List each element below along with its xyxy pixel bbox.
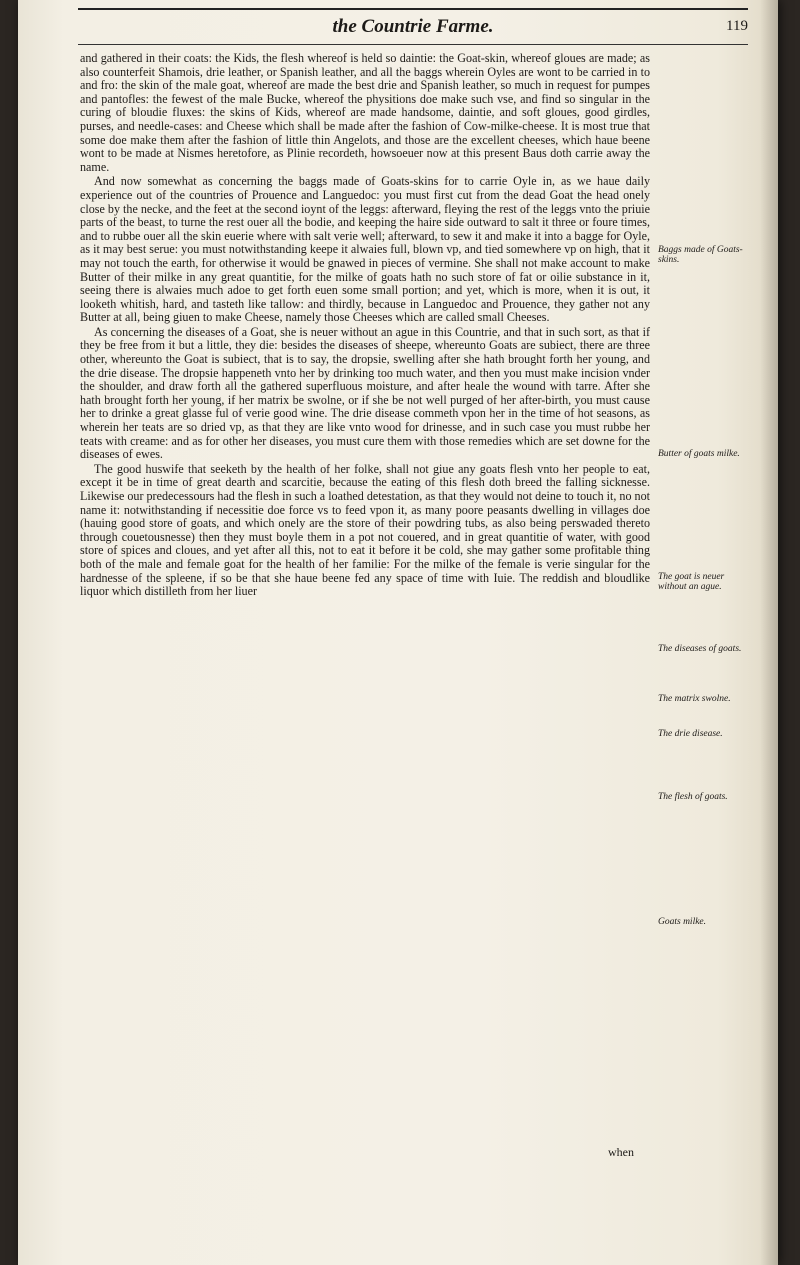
paragraph-4: The good huswife that seeketh by the health of her folke, shall not giue any goats flesh vnto her people to eat, except it be in time of great dearth and scarcitie, because the eating of this flesh doth breed the falling sicknesse. Likewise our predecessours had the flesh in such a loathed detestation, as that they would not deine to touch it, no not name it: notwithstanding if necessitie doe force vs to feed vpon it, as many poore peasants dwelling in villages doe (hauing good store of goats, and which onely are the store of their powdring tubs, as also being perswaded thereto through couetousnesse) then they must boyle them in a pot not couered, and in great quantitie of water, with good store of spices and cloues, and yet after all this, not to eat it before it be cold, she may gather some profitable thing both of the male and female goat for the health of her familie: For the milke of the female is verie singular for the hardnesse of the spleene, if so be that she haue beene fed any space of time with Iuie. The reddish and bloudlike liquor which distilleth from her liuer bbox=[80, 461, 650, 599]
header-rule bbox=[78, 44, 748, 45]
margin-note: Butter of goats milke. bbox=[658, 449, 740, 459]
margin-note: Baggs made of Goats-skins. bbox=[658, 245, 743, 265]
margin-note: Goats milke. bbox=[658, 917, 707, 927]
page-header bbox=[78, 12, 748, 46]
catchword: when bbox=[608, 1145, 634, 1159]
paragraph-1: and gathered in their coats: the Kids, the flesh whereof is held so daintie: the Goat-skin, whereof gloues are made; as also counterfeit Shamois, drie leather, or Spanish leather, and all the baggs wherein Oyles are wont to be carried in to and fro: the skin of the male goat, whereof are made the best drie and Spanish leather, so much in request for pumpes and pantofles: the fewest of the male Bucke, whereof the physitions doe make such vse, and find so singular in the curing of bloudie fluxes: the skins of Kids, whereof are made handsome, daintie, and soft gloues, good girdles, purses, and needle-cases: and Cheese which shall be made after the fashion of Cow-milke-cheese. It is most true that some doe make them after the fashion of little thin Angelots, and those are the excellent cheeses, which haue beene wont to be made at Nismes heretofore, as Plinie recordeth, howsoeuer now at this present Baus doth carrie away the name. bbox=[80, 51, 650, 174]
paragraph-3: As concerning the diseases of a Goat, she is neuer without an ague in this Countrie, and that in such sort, as that if they be free from it but a little, they die: besides the diseases of sheepe, whereunto Goats are subiect, there are three other, whereunto the Goat is subiect, that is to say, the dropsie, swelling after she hath brought forth her young, and the drie disease. The dropsie happeneth vnto her by drinking too much water, and then you must make incision vnder the shoulder, and draw forth all the gathered superfluous moisture, and after heale the wound with tarre. After she hath brought forth her young, if her matrix be swolne, or if she be not well purged of her after-birth, you must cause her to drinke a great glasse ful of verie good wine. The drie disease commeth vpon her in the time of hot seasons, as wherein her teats are so dried vp, as that they are like vnto wood for drinesse, and in such case you must rubbe her teats with creame: and as for other her diseases, you must cure them with those remedies which are set downe for the diseases of ewes. bbox=[80, 324, 650, 462]
paragraph-2: And now somewhat as concerning the baggs made of Goats-skins for to carrie Oyle in, as we haue daily experience out of the countries of Prouence and Languedoc: you must first cut from the dead Goat the head onely close by the necke, and the feet at the second ioynt of the leggs: afterward, fleying the rest of the leggs vnto the priuie parts of the beast, to turne the rest ouer all the bodie, and keeping the haire side outward to salt it three or foure times, and to rubbe ouer all the skin euerie where with salt verie well; afterward, to sew it and make it into a bagge for Oyle, as it may best serue: you must notwithstanding keepe it alwaies full, blown vp, and tied somewhere vp on high, that it may not touch the earth, for otherwise it would be gnawed in pieces of vermine. She shall not make account to make Butter of their milke in any great quantitie, for the milke of goats hath no such store of fat or oilie substance in it, seeing there is alwaies much adoe to get forth euen some small portion; and yet, which is more, when it is out, it looketh whitish, hard, and tasteth like tallow: and thirdly, because in Languedoc and Prouence, they gather not any Butter at all, being giuen to make Cheese, namely those Cheeses which are called small Cheeses. bbox=[80, 174, 650, 325]
running-head: the Countrie Farme. bbox=[332, 16, 494, 37]
top-rule bbox=[78, 8, 748, 10]
page-number: 119 bbox=[726, 18, 748, 34]
margin-note: The flesh of goats. bbox=[658, 792, 728, 802]
margin-note: The drie disease. bbox=[658, 729, 723, 739]
margin-note: The diseases of goats. bbox=[658, 644, 742, 654]
margin-note: The goat is neuer without an ague. bbox=[658, 572, 725, 592]
margin-note: The matrix swolne. bbox=[658, 694, 731, 704]
book-page bbox=[18, 0, 778, 1265]
body-text bbox=[80, 52, 650, 600]
